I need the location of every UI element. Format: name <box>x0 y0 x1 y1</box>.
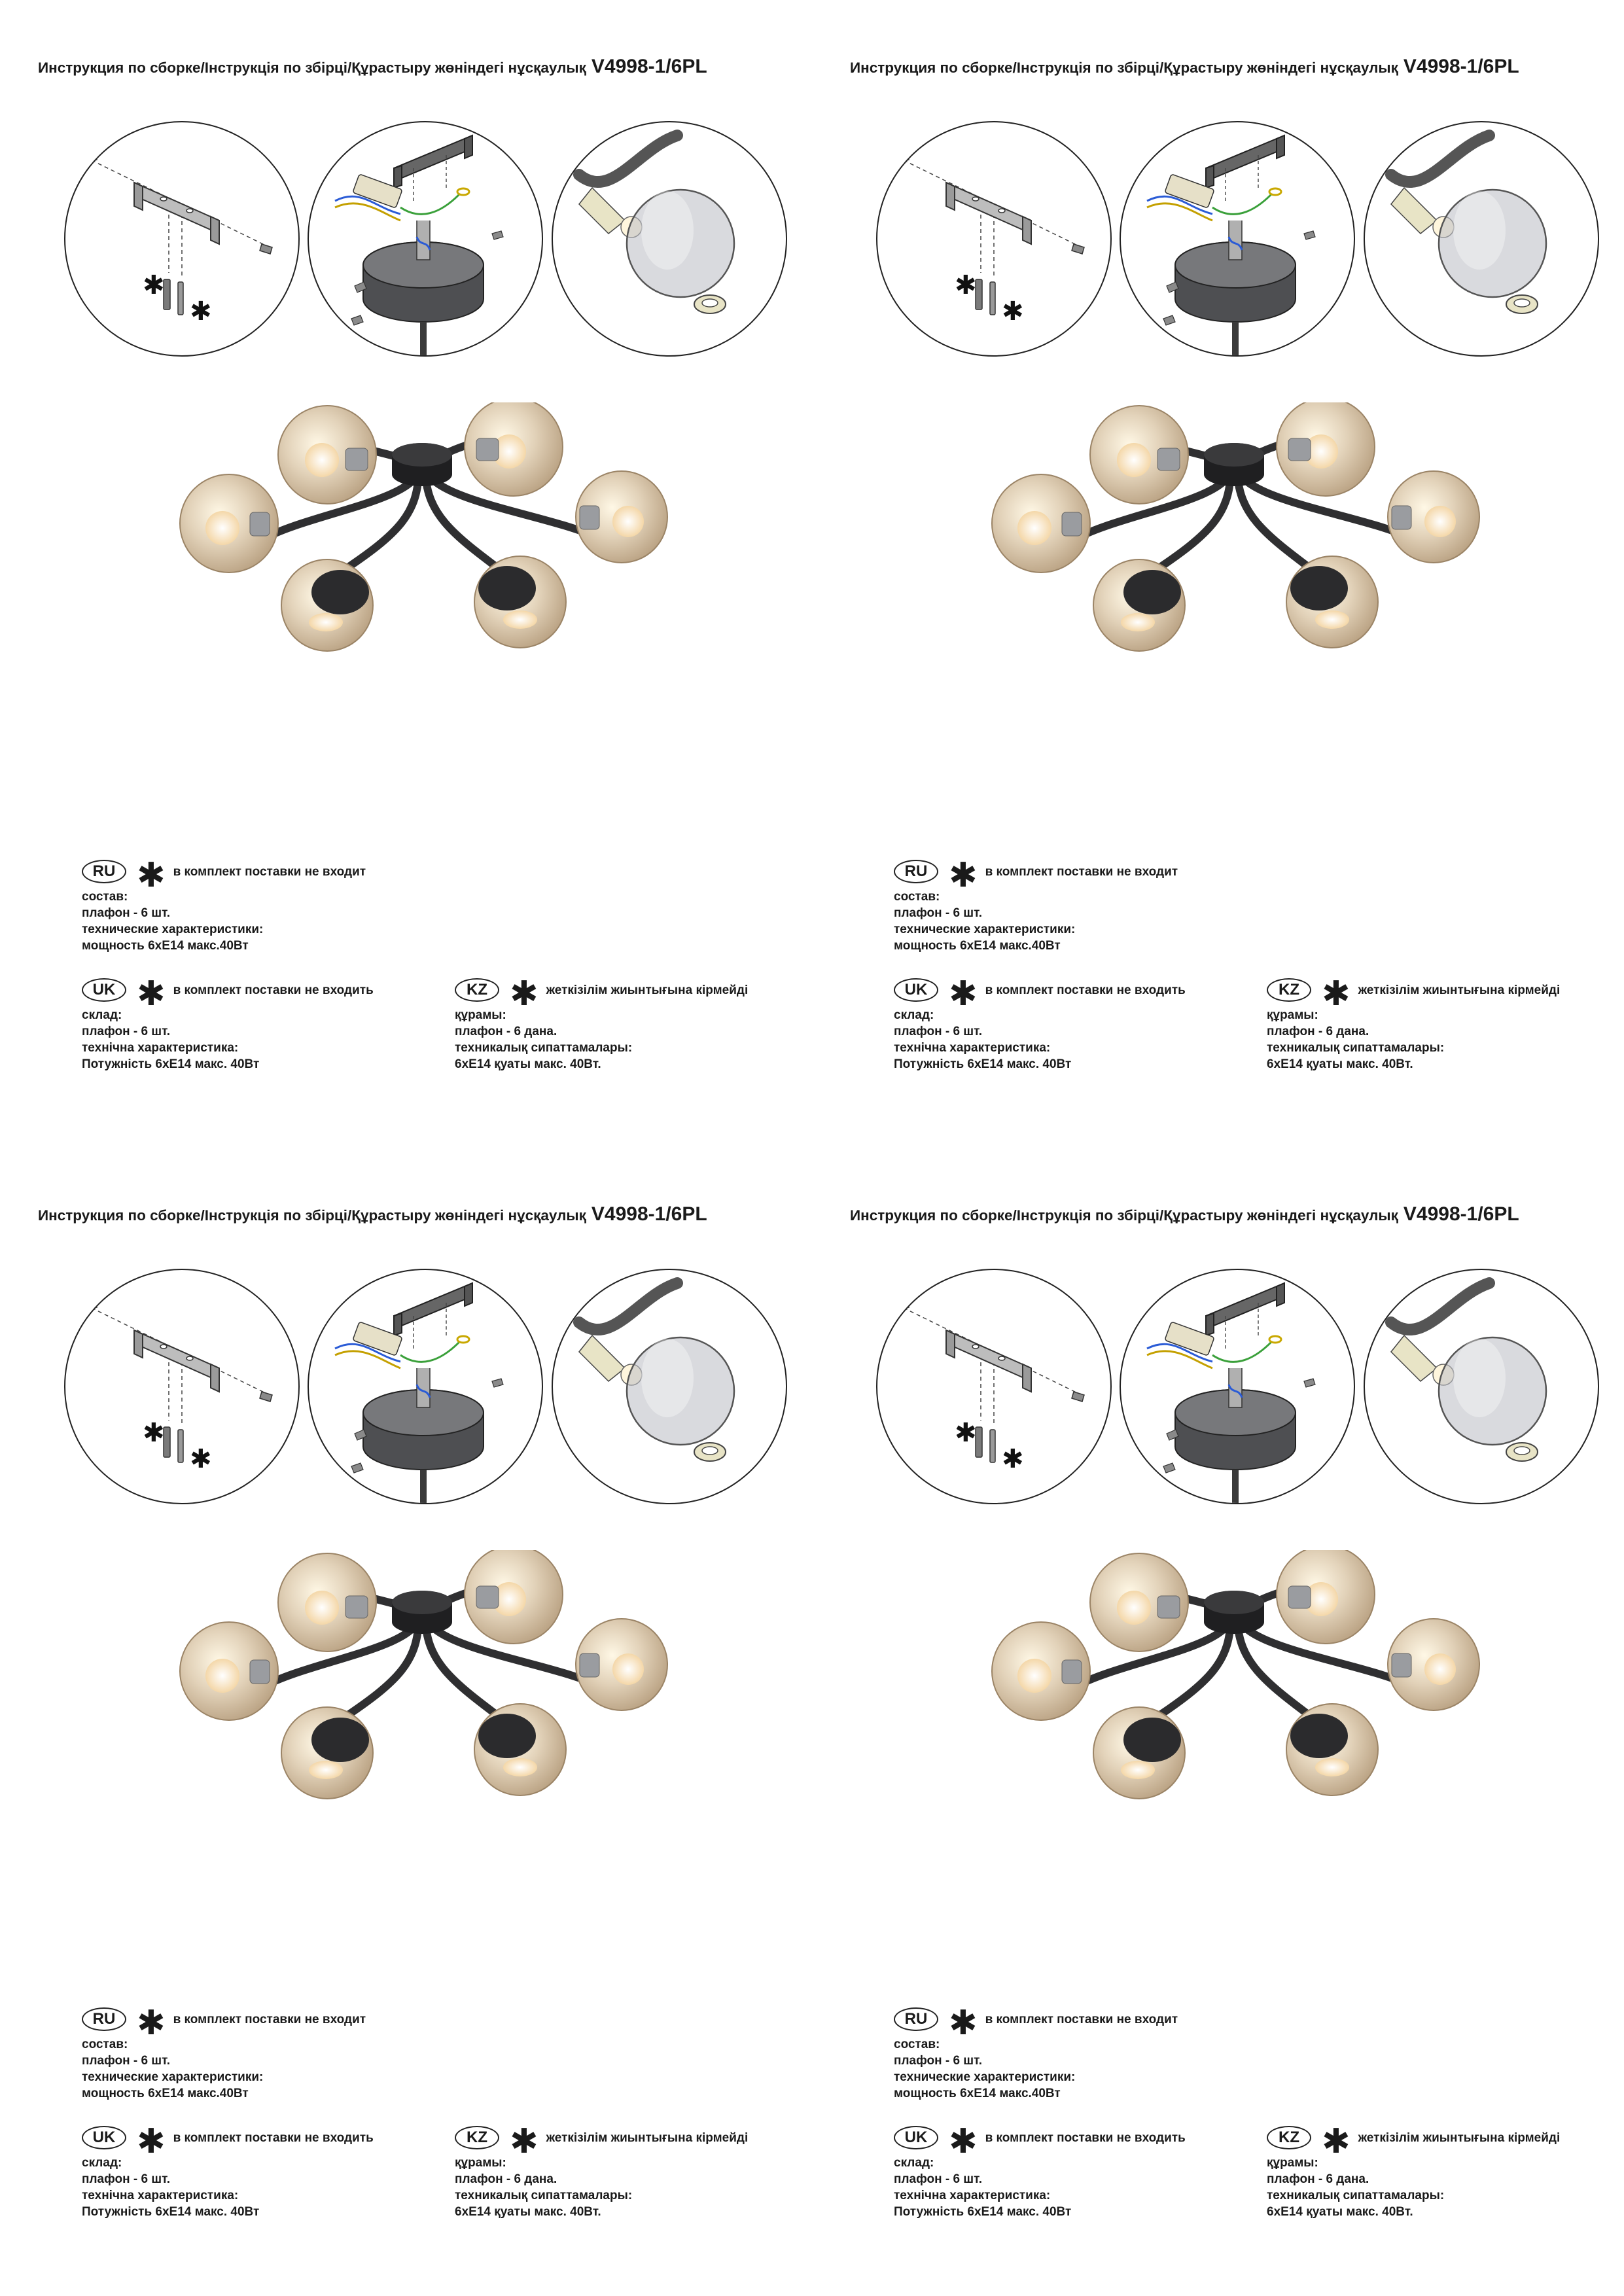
asterisk-icon: ✱ <box>143 1418 165 1448</box>
uk-line: плафон - 6 шт. <box>894 2172 983 2186</box>
kz-badge: KZ <box>455 978 499 1002</box>
kz-specs <box>1267 2122 1561 2220</box>
glass-shade <box>576 1619 667 1710</box>
asterisk-icon: ✱ <box>949 2122 978 2161</box>
model-code: V4998-1/6PL <box>1403 1203 1519 1225</box>
sheet-title <box>38 1203 790 1226</box>
glass-shade <box>1093 559 1185 651</box>
anchor-bolt-icon <box>976 279 995 315</box>
uk-badge: UK <box>82 978 126 1002</box>
shade-installation-diagram <box>1364 1269 1599 1504</box>
mounting-bracket-diagram <box>64 1269 300 1504</box>
kz-note: жеткізілім жиынтығына кірмейді <box>1358 2130 1561 2145</box>
ru-line: состав: <box>894 2038 940 2051</box>
asterisk-icon: ✱ <box>1322 2122 1350 2161</box>
chandelier-photo <box>989 402 1489 658</box>
glass-shade <box>465 402 563 496</box>
kz-line: техникалық сипаттамалары: <box>1267 1041 1445 1055</box>
title-text: Инструкция по сборке/Інструкція по збірці/Құрастыру жөніндегі нұсқаулық <box>38 1207 586 1224</box>
screw-icon <box>85 1301 97 1311</box>
uk-specs <box>894 974 1186 1072</box>
asterisk-icon: ✱ <box>137 856 166 895</box>
glass-shade <box>992 1622 1090 1720</box>
ru-line: мощность 6хЕ14 макс.40Вт <box>894 939 1061 953</box>
asterisk-icon: ✱ <box>190 1444 212 1474</box>
kz-badge: KZ <box>1267 2126 1311 2149</box>
ru-note: в комплект поставки не входит <box>985 864 1178 879</box>
asterisk-icon: ✱ <box>1322 974 1350 1014</box>
uk-line: плафон - 6 шт. <box>82 2172 171 2186</box>
screw-icon <box>897 153 909 163</box>
kz-badge: KZ <box>455 2126 499 2149</box>
ru-line: плафон - 6 шт. <box>82 906 171 920</box>
kz-line: құрамы: <box>1267 2156 1318 2170</box>
glass-shade <box>576 471 667 563</box>
glass-shade <box>1277 1550 1375 1644</box>
uk-line: Потужність 6хЕ14 макс. 40Вт <box>894 2205 1072 2219</box>
glass-shade <box>474 556 566 648</box>
asterisk-icon: ✱ <box>510 2122 538 2161</box>
glass-shade <box>180 1622 278 1720</box>
glass-shade <box>278 406 376 504</box>
model-code: V4998-1/6PL <box>591 56 707 77</box>
model-code: V4998-1/6PL <box>1403 56 1519 77</box>
ru-specs <box>894 2006 1178 2102</box>
kz-badge: KZ <box>1267 978 1311 1002</box>
screw-icon <box>897 1301 909 1311</box>
kz-line: плафон - 6 дана. <box>1267 2172 1369 2186</box>
uk-line: Потужність 6хЕ14 макс. 40Вт <box>82 2205 260 2219</box>
asterisk-icon: ✱ <box>143 270 165 300</box>
ru-specs <box>894 858 1178 954</box>
glass-shade <box>992 474 1090 573</box>
kz-note: жеткізілім жиынтығына кірмейді <box>546 983 749 997</box>
glass-shade <box>1093 1707 1185 1799</box>
instruction-sheet-bottom-left <box>0 1148 812 2295</box>
asterisk-icon: ✱ <box>137 2122 166 2161</box>
ru-line: мощность 6хЕ14 макс.40Вт <box>894 2087 1061 2100</box>
uk-line: плафон - 6 шт. <box>894 1025 983 1038</box>
ru-line: состав: <box>82 890 128 904</box>
uk-note: в комплект поставки не входить <box>173 2130 374 2145</box>
anchor-bolt-icon <box>164 1427 183 1462</box>
ru-line: технические характеристики: <box>82 2070 264 2084</box>
glass-shade <box>465 1550 563 1644</box>
ru-note: в комплект поставки не входит <box>985 2012 1178 2026</box>
anchor-bolt-icon <box>976 1427 995 1462</box>
kz-line: 6хЕ14 қуаты макс. 40Вт. <box>1267 1057 1413 1071</box>
uk-line: технічна характеристика: <box>894 2189 1051 2202</box>
sheet-title <box>850 1203 1602 1226</box>
kz-line: 6хЕ14 қуаты макс. 40Вт. <box>455 2205 601 2219</box>
wiring-canopy-diagram <box>308 121 543 357</box>
glass-shade <box>1388 1619 1479 1710</box>
sheet-title <box>850 56 1602 78</box>
uk-note: в комплект поставки не входить <box>985 2130 1186 2145</box>
ru-badge: RU <box>82 860 126 883</box>
uk-note: в комплект поставки не входить <box>985 983 1186 997</box>
kz-line: техникалық сипаттамалары: <box>1267 2189 1445 2202</box>
asterisk-icon: ✱ <box>949 2004 978 2043</box>
ru-line: мощность 6хЕ14 макс.40Вт <box>82 2087 249 2100</box>
ru-note: в комплект поставки не входит <box>173 2012 366 2026</box>
screw-icon <box>85 153 97 163</box>
model-code: V4998-1/6PL <box>591 1203 707 1225</box>
ru-line: технические характеристики: <box>82 923 264 936</box>
uk-line: технічна характеристика: <box>894 1041 1051 1055</box>
glass-shade <box>1090 1553 1188 1651</box>
instruction-sheet-top-left <box>0 0 812 1148</box>
chandelier-photo <box>177 1550 677 1805</box>
ru-badge: RU <box>82 2007 126 2031</box>
uk-specs <box>894 2122 1186 2220</box>
kz-specs <box>455 2122 749 2220</box>
uk-specs <box>82 2122 374 2220</box>
kz-line: плафон - 6 дана. <box>455 2172 557 2186</box>
sheet-title <box>38 56 790 78</box>
glass-shade <box>281 559 373 651</box>
shade-installation-diagram <box>1364 121 1599 357</box>
glass-shade <box>474 1704 566 1795</box>
uk-specs <box>82 974 374 1072</box>
asterisk-icon: ✱ <box>510 974 538 1014</box>
screw-icon <box>1072 1392 1084 1402</box>
kz-line: 6хЕ14 қуаты макс. 40Вт. <box>455 1057 601 1071</box>
asterisk-icon: ✱ <box>955 270 977 300</box>
instruction-sheet-bottom-right <box>812 1148 1624 2295</box>
kz-line: құрамы: <box>1267 1008 1318 1022</box>
title-text: Инструкция по сборке/Інструкція по збірці/Құрастыру жөніндегі нұсқаулық <box>850 1207 1398 1224</box>
uk-line: склад: <box>894 1008 934 1022</box>
kz-note: жеткізілім жиынтығына кірмейді <box>1358 983 1561 997</box>
shade-installation-diagram <box>552 1269 787 1504</box>
glass-shade <box>1286 556 1378 648</box>
ru-badge: RU <box>894 860 938 883</box>
title-text: Инструкция по сборке/Інструкція по збірці/Құрастыру жөніндегі нұсқаулық <box>38 60 586 76</box>
instruction-sheet-top-right <box>812 0 1624 1148</box>
wiring-canopy-diagram <box>308 1269 543 1504</box>
ru-line: технические характеристики: <box>894 923 1076 936</box>
glass-shade <box>1277 402 1375 496</box>
chandelier-photo <box>177 402 677 658</box>
asterisk-icon: ✱ <box>949 974 978 1014</box>
uk-line: технічна характеристика: <box>82 2189 239 2202</box>
ru-line: состав: <box>894 890 940 904</box>
kz-line: техникалық сипаттамалары: <box>455 1041 633 1055</box>
ru-specs <box>82 858 366 954</box>
asterisk-icon: ✱ <box>137 2004 166 2043</box>
asterisk-icon: ✱ <box>949 856 978 895</box>
glass-shade <box>1388 471 1479 563</box>
screw-icon <box>260 1392 272 1402</box>
kz-specs <box>455 974 749 1072</box>
glass-shade <box>180 474 278 573</box>
anchor-bolt-icon <box>164 279 183 315</box>
asterisk-icon: ✱ <box>955 1418 977 1448</box>
uk-badge: UK <box>894 2126 938 2149</box>
ru-badge: RU <box>894 2007 938 2031</box>
uk-line: Потужність 6хЕ14 макс. 40Вт <box>894 1057 1072 1071</box>
uk-line: Потужність 6хЕ14 макс. 40Вт <box>82 1057 260 1071</box>
asterisk-icon: ✱ <box>1002 1444 1024 1474</box>
mounting-bracket-diagram <box>876 1269 1112 1504</box>
kz-line: плафон - 6 дана. <box>455 1025 557 1038</box>
mounting-bracket-diagram <box>876 121 1112 357</box>
ru-line: технические характеристики: <box>894 2070 1076 2084</box>
uk-line: склад: <box>82 2156 122 2170</box>
screw-icon <box>1072 244 1084 254</box>
kz-line: 6хЕ14 қуаты макс. 40Вт. <box>1267 2205 1413 2219</box>
asterisk-icon: ✱ <box>190 296 212 327</box>
mounting-bracket-diagram <box>64 121 300 357</box>
uk-note: в комплект поставки не входить <box>173 983 374 997</box>
ru-line: мощность 6хЕ14 макс.40Вт <box>82 939 249 953</box>
glass-shade <box>278 1553 376 1651</box>
title-text: Инструкция по сборке/Інструкція по збірці/Құрастыру жөніндегі нұсқаулық <box>850 60 1398 76</box>
uk-line: плафон - 6 шт. <box>82 1025 171 1038</box>
kz-line: плафон - 6 дана. <box>1267 1025 1369 1038</box>
kz-line: техникалық сипаттамалары: <box>455 2189 633 2202</box>
ru-line: плафон - 6 шт. <box>894 2054 983 2068</box>
uk-badge: UK <box>894 978 938 1002</box>
uk-badge: UK <box>82 2126 126 2149</box>
uk-line: склад: <box>894 2156 934 2170</box>
uk-line: склад: <box>82 1008 122 1022</box>
kz-line: құрамы: <box>455 1008 506 1022</box>
glass-shade <box>281 1707 373 1799</box>
asterisk-icon: ✱ <box>137 974 166 1014</box>
ru-line: плафон - 6 шт. <box>82 2054 171 2068</box>
kz-line: құрамы: <box>455 2156 506 2170</box>
ru-line: плафон - 6 шт. <box>894 906 983 920</box>
glass-shade <box>1090 406 1188 504</box>
ru-note: в комплект поставки не входит <box>173 864 366 879</box>
wiring-canopy-diagram <box>1120 121 1355 357</box>
ru-line: состав: <box>82 2038 128 2051</box>
wiring-canopy-diagram <box>1120 1269 1355 1504</box>
kz-specs <box>1267 974 1561 1072</box>
chandelier-photo <box>989 1550 1489 1805</box>
screw-icon <box>260 244 272 254</box>
glass-shade <box>1286 1704 1378 1795</box>
asterisk-icon: ✱ <box>1002 296 1024 327</box>
ru-specs <box>82 2006 366 2102</box>
shade-installation-diagram <box>552 121 787 357</box>
kz-note: жеткізілім жиынтығына кірмейді <box>546 2130 749 2145</box>
uk-line: технічна характеристика: <box>82 1041 239 1055</box>
